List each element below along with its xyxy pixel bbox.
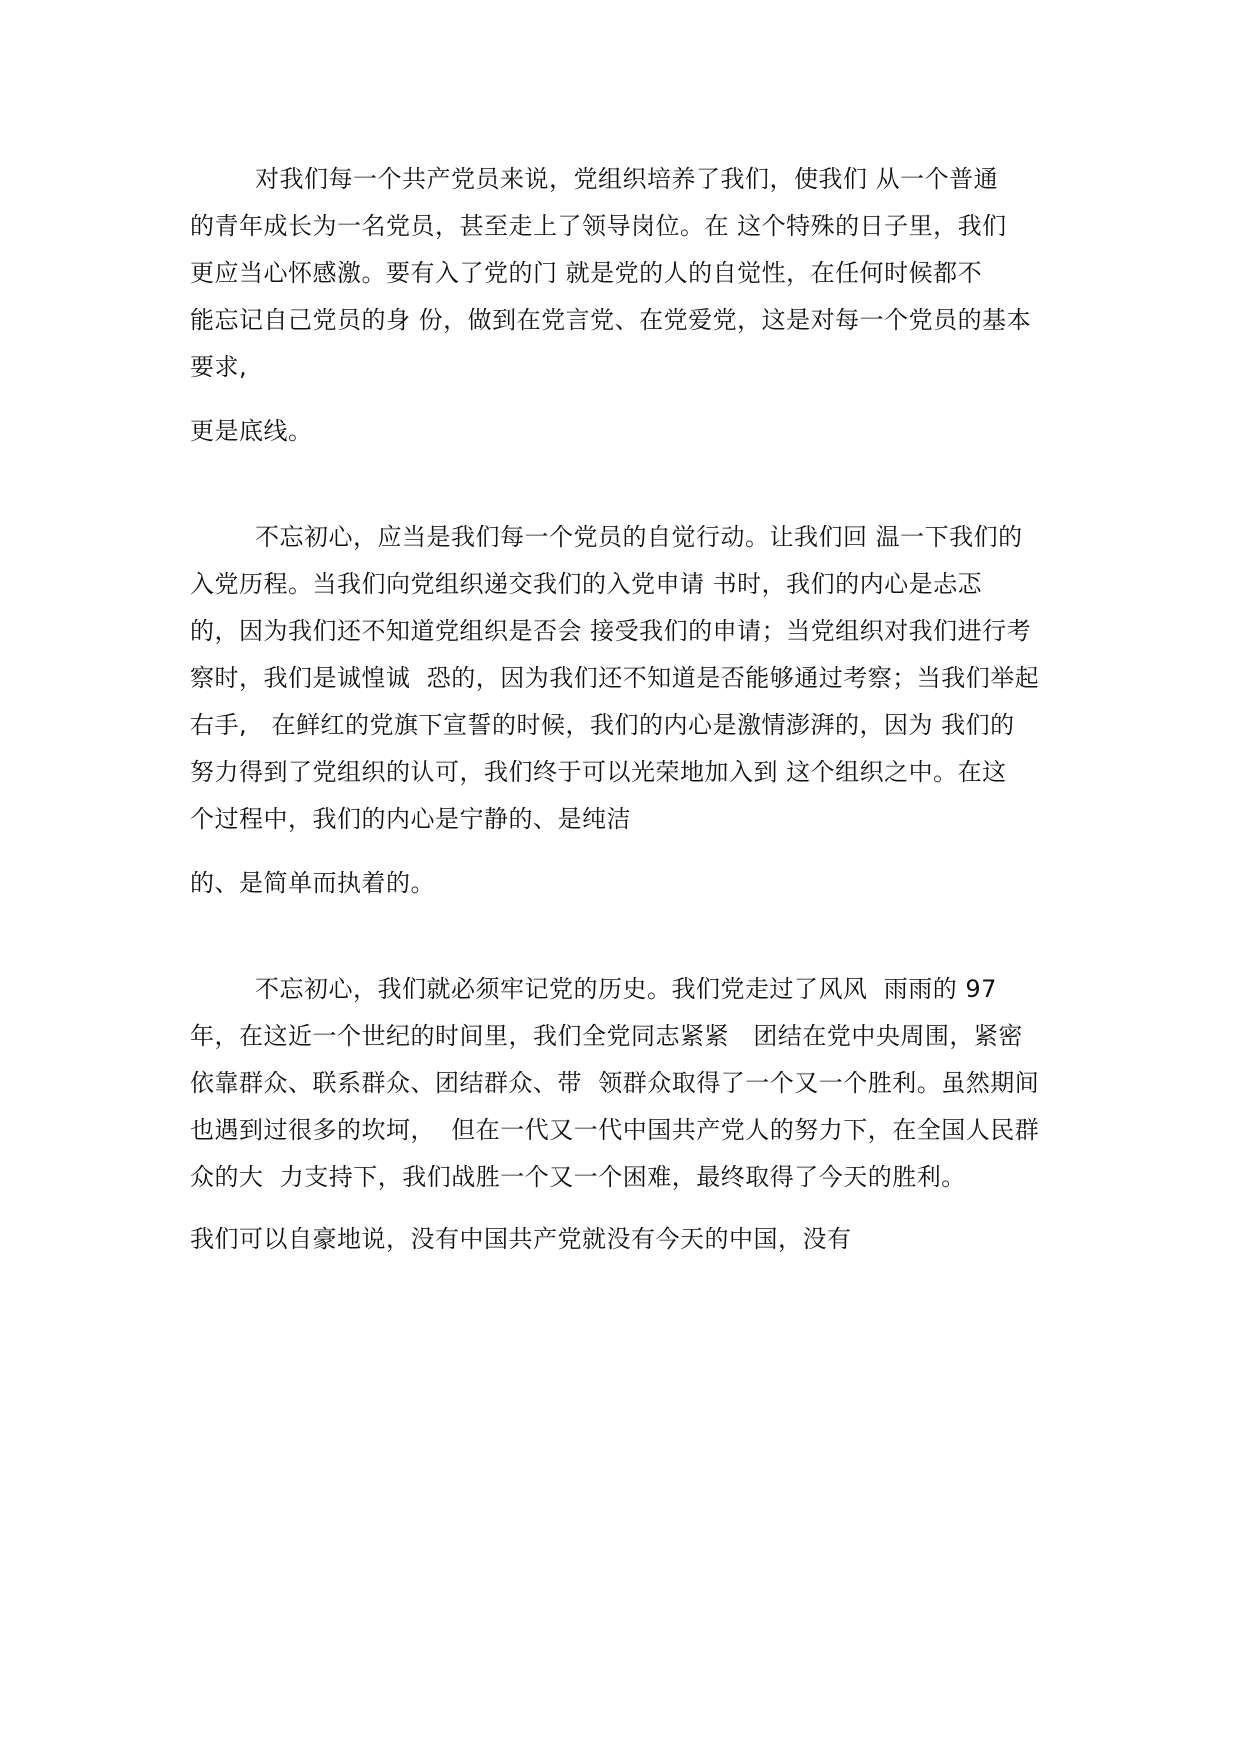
paragraph-1-line-1: 对我们每一个共产党员来说，党组织培养了我们，使我们 从一个普通 xyxy=(255,165,999,193)
paragraph-4-line-1: 我们可以自豪地说，没有中国共产党就没有今天的中国，没有 xyxy=(190,1225,852,1253)
paragraph-1-line-2: 的青年成长为一名党员，甚至走上了领导岗位。在 这个特殊的日子里，我们 xyxy=(190,212,1007,240)
paragraph-1-line-4: 能忘记自己党员的身 份，做到在党言党、在党爱党，这是对每一个党员的基本 xyxy=(190,306,1032,334)
paragraph-2-line-3: 的，因为我们还不知道党组织是否会 接受我们的申请；当党组织对我们进行考 xyxy=(190,617,1032,645)
paragraph-3-line-5: 众的大 力支持下，我们战胜一个又一个困难，最终取得了今天的胜利。 xyxy=(190,1163,966,1191)
paragraph-1-line-5: 要求, xyxy=(190,353,248,381)
paragraph-2-line-4: 察时，我们是诚惶诚 恐的，因为我们还不知道是否能够通过考察；当我们举起 xyxy=(190,664,1040,692)
paragraph-1-line-3: 更应当心怀感激。要有入了党的门 就是党的人的自觉性，在任何时候都不 xyxy=(190,259,983,287)
paragraph-3-line-2: 年，在这近一个世纪的时间里，我们全党同志紧紧 团结在党中央周围，紧密 xyxy=(190,1022,1023,1050)
paragraph-1-end: 更是底线。 xyxy=(190,417,313,445)
paragraph-3-line-4: 也遇到过很多的坎坷， 但在一代又一代中国共产党人的努力下，在全国人民群 xyxy=(190,1116,1040,1144)
paragraph-2-line-6: 努力得到了党组织的认可，我们终于可以光荣地加入到 这个组织之中。在这 xyxy=(190,758,1007,786)
paragraph-2-line-2: 入党历程。当我们向党组织递交我们的入党申请 书时，我们的内心是忐忑 xyxy=(190,570,983,598)
paragraph-2-line-5: 右手, 在鲜红的党旗下宣誓的时候，我们的内心是激情澎湃的，因为 我们的 xyxy=(190,711,1015,739)
paragraph-2-line-1: 不忘初心，应当是我们每一个党员的自觉行动。让我们回 温一下我们的 xyxy=(255,523,1023,551)
paragraph-2-end: 的、是简单而执着的。 xyxy=(190,869,435,897)
paragraph-3-line-1: 不忘初心，我们就必须牢记党的历史。我们党走过了风风 雨雨的 97 xyxy=(255,975,997,1003)
paragraph-2-line-7: 个过程中，我们的内心是宁静的、是纯洁 xyxy=(190,805,631,833)
paragraph-3-line-3: 依靠群众、联系群众、团结群众、带 领群众取得了一个又一个胜利。虽然期间 xyxy=(190,1069,1040,1097)
